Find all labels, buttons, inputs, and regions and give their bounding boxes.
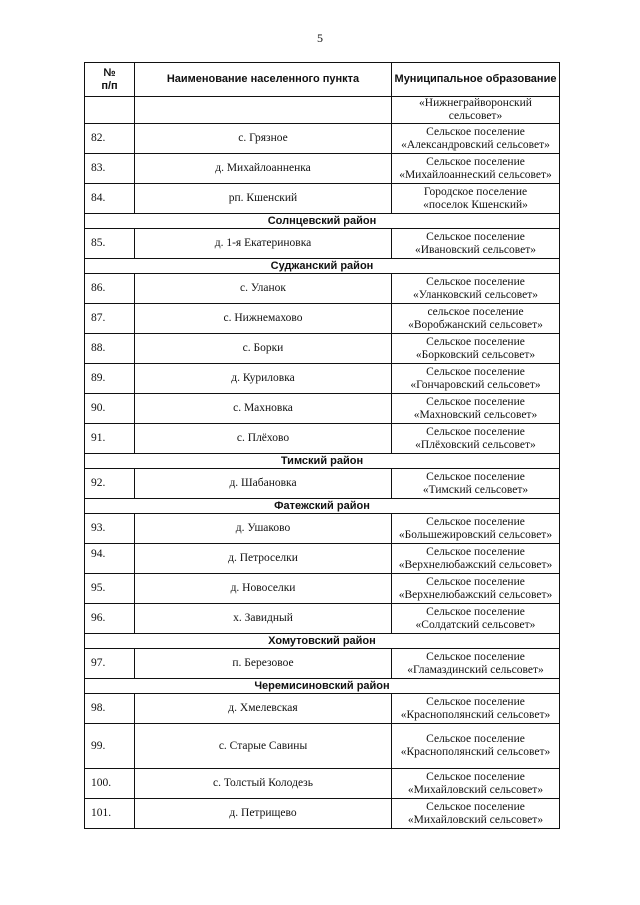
municipality [392,769,560,799]
municipality-line1: Сельское поселение [426,695,525,708]
municipality [392,694,560,724]
municipality-line1: Сельское поселение [426,425,525,438]
row-number: 96. [85,604,135,634]
settlement-name: д. Шабановка [135,469,392,499]
row-number: 88. [85,334,135,364]
municipality-line2: «Михайловский сельсовет» [407,783,544,796]
municipality-line2: «Плёховский сельсовет» [415,438,536,451]
row-number: 84. [85,184,135,214]
municipality-line2: «Солдатский сельсовет» [415,618,536,631]
page-number: 5 [317,31,323,45]
municipality [392,364,560,394]
municipality [392,544,560,574]
row-number: 85. [85,229,135,259]
municipality-line1: Сельское поселение [426,800,525,813]
municipality-line1: Городское поселение [423,185,528,198]
municipality-line2: «поселок Кшенский» [423,198,528,211]
row-number: 91. [85,424,135,454]
municipality-line2: «Борковский сельсовет» [415,348,536,361]
municipality-line2: «Ивановский сельсовет» [414,243,536,256]
municipality-line1: Сельское поселение [426,770,525,783]
municipality-line1: Сельское поселение [426,650,525,663]
municipality-line2: «Краснополянский сельсовет» [400,746,551,758]
municipality [392,604,560,634]
district-row: Солнцевский район [85,214,560,229]
municipality-line1: Сельское поселение [426,365,525,378]
municipality-line2: «Михайлоаннеский сельсовет» [399,168,552,181]
municipality-line2: «Верхнелюбажский сельсовет» [398,558,553,571]
row-number: 86. [85,274,135,304]
settlement-name: с. Нижнемахово [135,304,392,334]
settlement-name: д. Петроселки [135,544,392,574]
district-row: Хомутовский район [85,634,560,649]
municipality [392,649,560,679]
municipality-line2: «Махновский сельсовет» [413,408,538,421]
municipality-line2: «Тимский сельсовет» [422,483,529,496]
row-number: 89. [85,364,135,394]
settlement-name: д. Хмелевская [135,694,392,724]
municipality-line1: Сельское поселение [426,230,525,243]
municipality-line1: Сельское поселение [426,575,525,588]
row-number: 93. [85,514,135,544]
municipality [392,724,560,769]
row-number: 101. [85,799,135,829]
settlement-name: д. Новоселки [135,574,392,604]
municipality-line2: «Александровский сельсовет» [401,138,550,151]
row-number: 83. [85,154,135,184]
header-number [85,63,135,97]
settlement-name: д. Петрищево [135,799,392,829]
municipality [392,154,560,184]
settlement-name: с. Махновка [135,394,392,424]
municipality-line2: «Михайловский сельсовет» [407,813,544,826]
municipality [392,304,560,334]
row-number: 100. [85,769,135,799]
municipality [392,334,560,364]
municipality-line2: «Краснополянский сельсовет» [400,708,551,721]
settlement-name: с. Грязное [135,124,392,154]
municipality [392,424,560,454]
municipality-line2: «Верхнелюбажский сельсовет» [398,588,553,601]
municipality-line1: Сельское поселение [426,470,525,483]
municipality [392,574,560,604]
municipality [392,97,560,124]
municipality-line1: Сельское поселение [426,275,525,288]
settlement-name: с. Плёхово [135,424,392,454]
municipality [392,124,560,154]
row-number: 98. [85,694,135,724]
district-row: Фатежский район [85,499,560,514]
row-number: 97. [85,649,135,679]
municipality-line1: Сельское поселение [426,545,525,558]
row-number: 95. [85,574,135,604]
municipality-line1: Сельское поселение [426,155,525,168]
header-municipality: Муниципальное образование [392,63,560,97]
municipality [392,514,560,544]
district-row: Суджанский район [85,259,560,274]
settlement-name: с. Толстый Колодезь [135,769,392,799]
settlement-name: п. Березовое [135,649,392,679]
header-number-line1: № [103,66,116,79]
header-number-line2: п/п [101,79,118,92]
municipality [392,799,560,829]
municipality-line1: сельское поселение [427,305,524,318]
municipality-line2: «Уланковский сельсовет» [412,288,538,301]
municipality-line2: сельсовет» [448,110,503,122]
municipality-line1: «Нижнеграйворонский [419,97,532,109]
municipality-line1: Сельское поселение [426,515,525,528]
header-settlement: Наименование населенного пункта [135,63,392,97]
settlement-name: с. Уланок [135,274,392,304]
settlement-name: д. Куриловка [135,364,392,394]
row-number: 82. [85,124,135,154]
municipality-line2: «Воробжанский сельсовет» [408,318,543,331]
settlement-name: с. Борки [135,334,392,364]
settlement-name: д. Ушаково [135,514,392,544]
settlement-name: рп. Кшенский [135,184,392,214]
row-number: 87. [85,304,135,334]
row-number: 92. [85,469,135,499]
municipality-line1: Сельское поселение [426,733,525,745]
settlements-table [84,62,560,829]
settlement-name: с. Старые Савины [135,724,392,769]
municipality-line2: «Гламаздинский сельсовет» [407,663,544,676]
municipality [392,394,560,424]
municipality [392,229,560,259]
row-number: 90. [85,394,135,424]
municipality-line2: «Большежировский сельсовет» [398,528,553,541]
row-number: 99. [85,724,135,769]
settlement-name: х. Завидный [135,604,392,634]
municipality-line1: Сельское поселение [426,605,525,618]
municipality-line2: «Гончаровский сельсовет» [410,378,541,391]
settlement-name: д. 1-я Екатериновка [135,229,392,259]
district-row: Тимский район [85,454,560,469]
municipality [392,184,560,214]
settlement-name: д. Михайлоанненка [135,154,392,184]
municipality [392,469,560,499]
district-row: Черемисиновский район [85,679,560,694]
municipality-line1: Сельское поселение [426,395,525,408]
municipality-line1: Сельское поселение [426,125,525,138]
municipality-line1: Сельское поселение [426,335,525,348]
municipality [392,274,560,304]
row-number [85,97,135,124]
row-number: 94. [85,544,135,574]
settlement-name [135,97,392,124]
